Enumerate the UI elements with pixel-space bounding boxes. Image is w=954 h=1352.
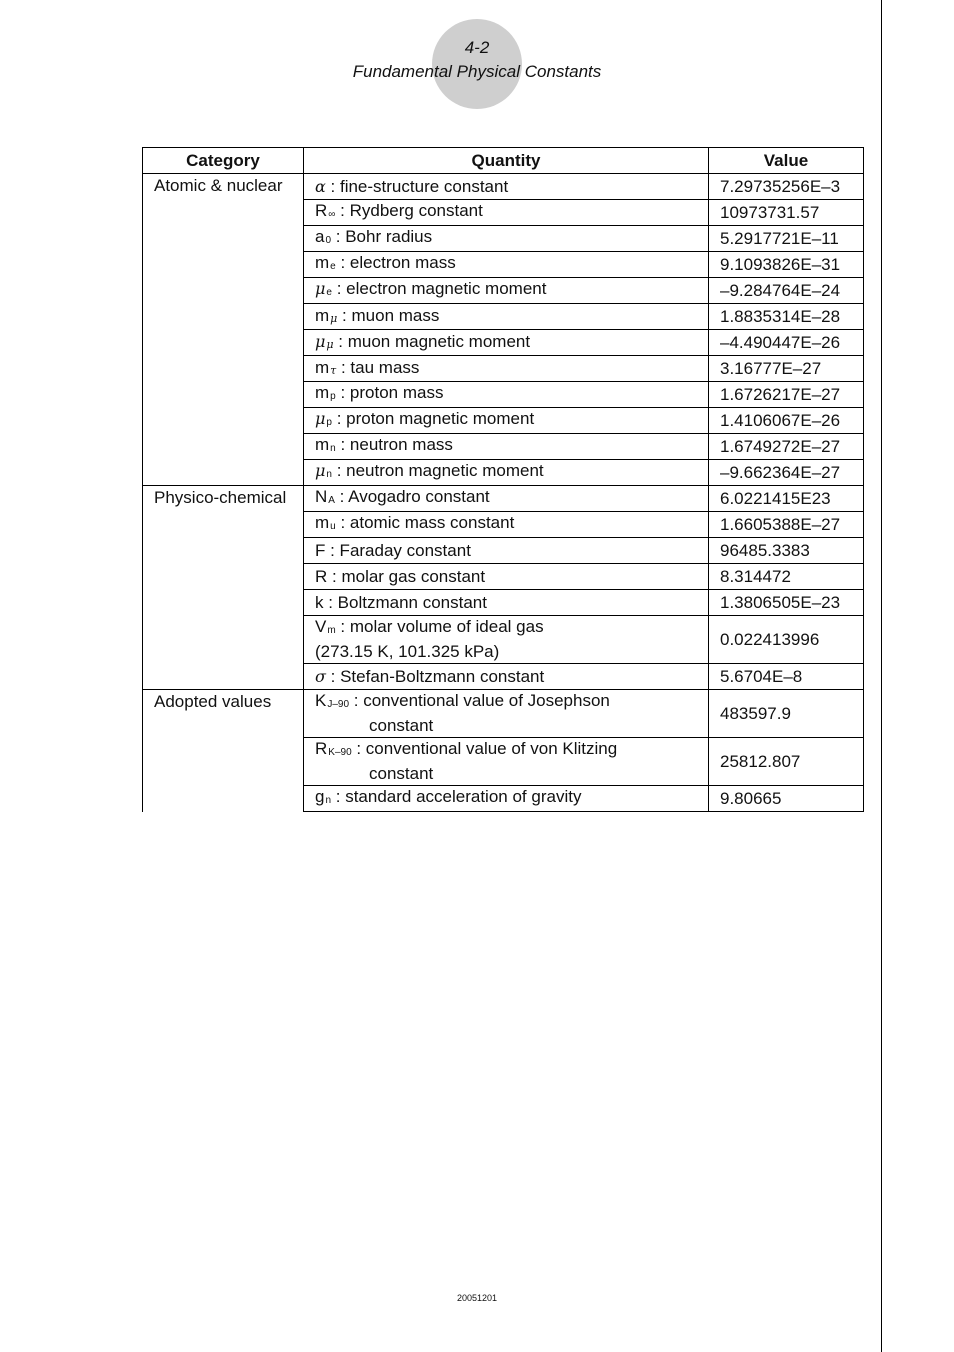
- quantity-symbol: m: [315, 357, 330, 377]
- page-number: 4-2: [464, 38, 490, 57]
- quantity-cell: [304, 538, 709, 564]
- constants-table: [142, 147, 864, 812]
- quantity-symbol: m: [315, 253, 330, 272]
- quantity-cell: [304, 786, 709, 812]
- value-cell: 9.1093826E–31: [709, 252, 864, 278]
- quantity-cell: [304, 174, 709, 200]
- quantity-subscript: τ: [330, 363, 337, 377]
- quantity-description: : Stefan-Boltzmann constant: [325, 666, 545, 686]
- quantity-cell: [304, 226, 709, 252]
- quantity-description-line2: constant: [369, 764, 434, 783]
- quantity-subscript: ∞: [328, 209, 336, 220]
- quantity-description: : proton mass: [335, 383, 444, 402]
- value-cell: 25812.807: [709, 738, 864, 786]
- quantity-symbol: μ: [315, 279, 326, 298]
- quantity-cell: [304, 590, 709, 616]
- quantity-symbol: σ: [315, 666, 326, 686]
- category-cell: Atomic & nuclear: [143, 174, 304, 486]
- quantity-cell: [304, 486, 709, 512]
- table-row: [143, 690, 864, 738]
- page-title: Fundamental Physical Constants: [352, 62, 602, 81]
- table-header-row: [143, 148, 864, 174]
- quantity-cell: [304, 252, 709, 278]
- table-row: [143, 174, 864, 200]
- quantity-description: : tau mass: [336, 357, 420, 377]
- quantity-cell: [304, 200, 709, 226]
- value-cell: 8.314472: [709, 564, 864, 590]
- quantity-cell: [304, 460, 709, 486]
- quantity-subscript: 0: [325, 235, 332, 246]
- quantity-cell: [304, 408, 709, 434]
- quantity-cell: [304, 356, 709, 382]
- quantity-symbol: m: [315, 383, 330, 402]
- quantity-subscript: μ: [330, 311, 338, 325]
- value-cell: 1.6726217E–27: [709, 382, 864, 408]
- value-cell: 10973731.57: [709, 200, 864, 226]
- value-cell: 1.4106067E–26: [709, 408, 864, 434]
- category-cell: Adopted values: [143, 690, 304, 812]
- quantity-description-line2: constant: [369, 716, 434, 735]
- quantity-cell: [304, 664, 709, 690]
- value-cell: 0.022413996: [709, 616, 864, 664]
- value-cell: 483597.9: [709, 690, 864, 738]
- quantity-subscript: n: [325, 795, 332, 806]
- quantity-symbol: g: [315, 787, 325, 806]
- quantity-cell: [304, 434, 709, 460]
- quantity-description: : Faraday constant: [325, 540, 471, 560]
- quantity-symbol: α: [315, 176, 326, 196]
- quantity-description: : atomic mass constant: [335, 513, 515, 532]
- value-cell: 5.2917721E–11: [709, 226, 864, 252]
- column-header-quantity: Quantity: [304, 148, 709, 174]
- quantity-description: : proton magnetic moment: [331, 409, 535, 428]
- quantity-symbol: K: [315, 691, 327, 710]
- quantity-description: : Boltzmann constant: [323, 592, 487, 612]
- quantity-description: : Bohr radius: [331, 227, 433, 246]
- quantity-subscript: n: [326, 469, 332, 480]
- quantity-symbol: μ: [315, 331, 326, 351]
- value-cell: 1.8835314E–28: [709, 304, 864, 330]
- quantity-description: : molar volume of ideal gas: [335, 617, 544, 636]
- value-cell: –4.490447E–26: [709, 330, 864, 356]
- quantity-cell: [304, 616, 709, 664]
- column-header-value: Value: [709, 148, 864, 174]
- quantity-subscript: e: [330, 261, 336, 272]
- quantity-cell: [304, 690, 709, 738]
- quantity-cell: [304, 512, 709, 538]
- value-cell: 9.80665: [709, 786, 864, 812]
- quantity-symbol: m: [315, 435, 330, 454]
- quantity-subscript: e: [326, 287, 332, 298]
- column-header-category: Category: [143, 148, 304, 174]
- quantity-subscript: n: [330, 443, 336, 454]
- quantity-description: : electron mass: [335, 253, 456, 272]
- quantity-symbol: μ: [315, 409, 326, 428]
- quantity-symbol: μ: [315, 461, 326, 480]
- value-cell: 5.6704E–8: [709, 664, 864, 690]
- quantity-symbol: k: [315, 592, 324, 612]
- quantity-description: : electron magnetic moment: [331, 279, 547, 298]
- category-cell: Physico-chemical: [143, 486, 304, 690]
- quantity-description: : conventional value of von Klitzing: [351, 739, 618, 758]
- value-cell: 1.3806505E–23: [709, 590, 864, 616]
- value-cell: 3.16777E–27: [709, 356, 864, 382]
- footer-code: 20051201: [456, 1293, 498, 1303]
- quantity-description: : neutron mass: [335, 435, 453, 454]
- quantity-subscript: p: [330, 391, 336, 402]
- quantity-cell: [304, 564, 709, 590]
- quantity-symbol: a: [315, 227, 325, 246]
- quantity-symbol: m: [315, 305, 330, 325]
- quantity-description: : molar gas constant: [327, 566, 486, 586]
- quantity-symbol: F: [315, 540, 326, 560]
- quantity-cell: [304, 382, 709, 408]
- quantity-symbol: N: [315, 487, 328, 506]
- quantity-subscript: u: [330, 521, 336, 532]
- quantity-cell: [304, 304, 709, 330]
- value-cell: 1.6749272E–27: [709, 434, 864, 460]
- quantity-cell: [304, 278, 709, 304]
- quantity-symbol: m: [315, 513, 330, 532]
- value-cell: –9.662364E–27: [709, 460, 864, 486]
- quantity-subscript: p: [326, 417, 332, 428]
- quantity-subscript: m: [327, 625, 336, 636]
- page-edge-rule: [881, 0, 882, 1352]
- value-cell: 6.0221415E23: [709, 486, 864, 512]
- quantity-description: : muon magnetic moment: [333, 331, 531, 351]
- quantity-symbol: R: [315, 739, 328, 758]
- value-cell: 96485.3383: [709, 538, 864, 564]
- table-row: [143, 486, 864, 512]
- quantity-symbol: R: [315, 201, 328, 220]
- quantity-description: : standard acceleration of gravity: [331, 787, 582, 806]
- quantity-subscript: K–90: [328, 747, 352, 758]
- quantity-cell: [304, 330, 709, 356]
- quantity-description: : fine-structure constant: [325, 176, 509, 196]
- quantity-description: : neutron magnetic moment: [331, 461, 544, 480]
- value-cell: –9.284764E–24: [709, 278, 864, 304]
- quantity-symbol: R: [315, 566, 328, 586]
- quantity-subscript: A: [328, 495, 335, 506]
- quantity-cell: [304, 738, 709, 786]
- value-cell: 1.6605388E–27: [709, 512, 864, 538]
- quantity-subscript: J–90: [327, 699, 350, 710]
- quantity-description-line2: (273.15 K, 101.325 kPa): [315, 642, 500, 661]
- quantity-description: : conventional value of Josephson: [349, 691, 610, 710]
- value-cell: 7.29735256E–3: [709, 174, 864, 200]
- page-header: [0, 0, 954, 120]
- quantity-description: : Rydberg constant: [335, 201, 483, 220]
- quantity-description: : Avogadro constant: [334, 487, 490, 506]
- quantity-description: : muon mass: [337, 305, 440, 325]
- quantity-symbol: V: [315, 617, 327, 636]
- quantity-subscript: μ: [326, 337, 334, 351]
